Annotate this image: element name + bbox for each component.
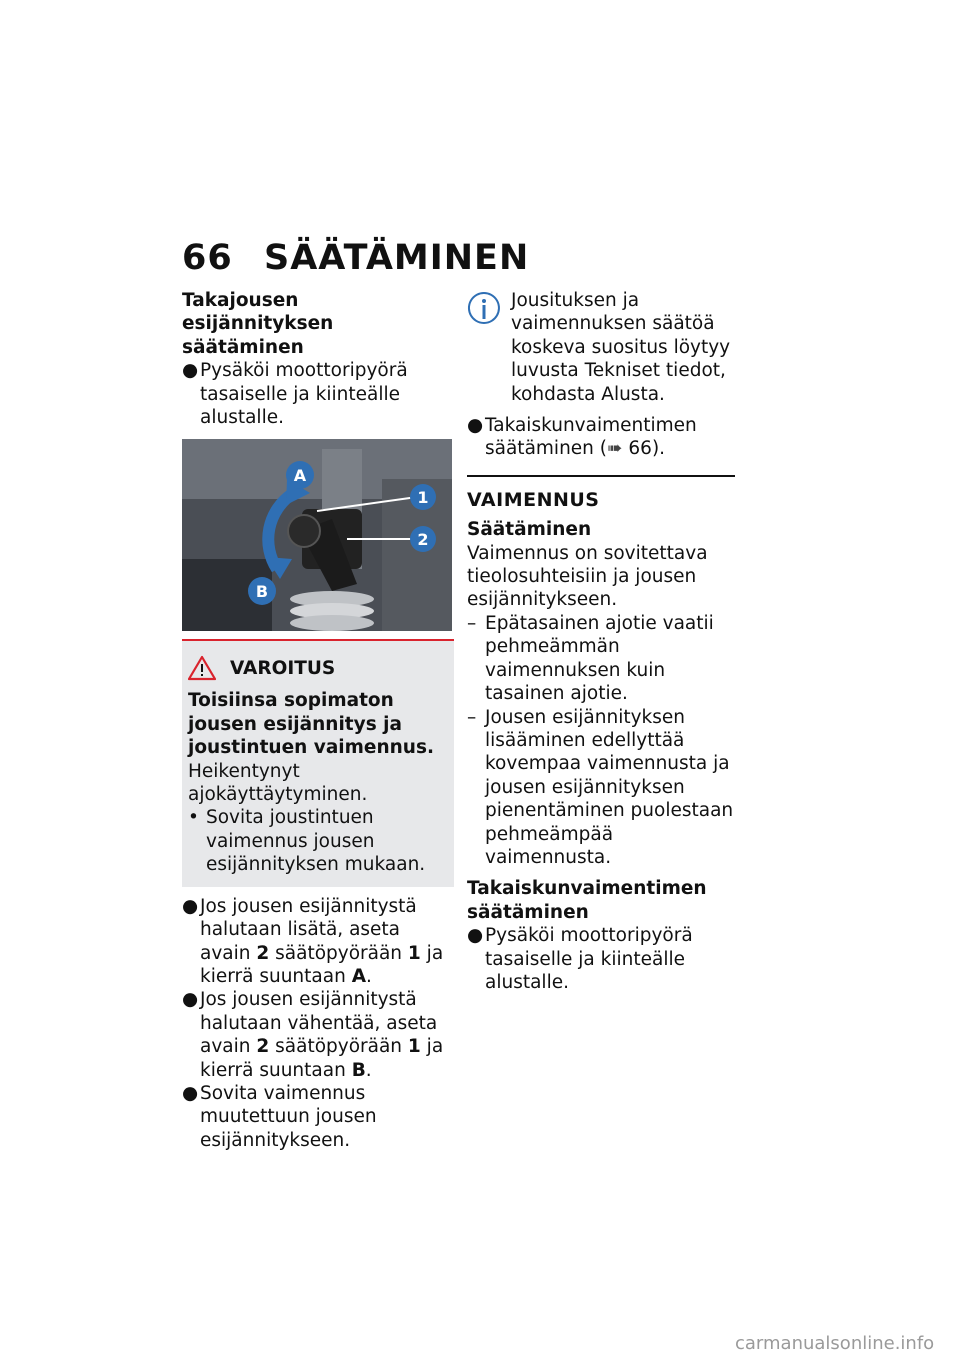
bullet-dot: • <box>188 807 199 829</box>
step-increase-preload: ● Jos jousen esijännitystä halutaan lisätä, aseta avain 2 säätöpyörään 1 ja kierrä suuntaan A. <box>182 895 444 987</box>
section-title-damping: VAIMENNUS <box>467 488 600 511</box>
info-text: Jousituksen ja vaimennuksen säätöä koskeva suositus löytyy luvusta Tekniset tiedot, kohdasta Alusta. <box>511 290 731 405</box>
warning-box <box>182 639 454 886</box>
section-heading-spring-preload: Takajousen esijännityksen säätäminen <box>182 290 334 358</box>
warning-triangle-icon <box>188 655 216 681</box>
dash-item-uneven-road: – Epätasainen ajotie vaatii pehmeämmän vaimennuksen kuin tasainen ajotie. <box>467 612 714 705</box>
shock-absorber-figure <box>182 439 452 631</box>
bullet-park-2: ● Pysäköi moottoripyörä tasaiselle ja kiinteälle alustalle. <box>467 925 693 993</box>
shock-absorber-illustration <box>182 439 452 631</box>
chapter-title: SÄÄTÄMINEN <box>264 238 530 278</box>
bullet-dot: ● <box>467 415 484 437</box>
info-icon <box>467 291 501 329</box>
subheading-adjusting: Säätäminen <box>467 519 592 541</box>
bullet-rebound-ref: ● Takaiskunvaimentimen säätäminen (➠ 66). <box>467 415 697 460</box>
label-2: 2 <box>417 530 429 550</box>
bullet-dot: ● <box>182 360 199 382</box>
dash-marker: – <box>467 706 477 728</box>
label-1: 1 <box>417 488 429 508</box>
left-column <box>182 289 454 1152</box>
bullet-dot: ● <box>467 925 484 947</box>
bullet-dot: ● <box>182 1082 199 1104</box>
page-ref-link[interactable]: 66 <box>628 438 652 460</box>
dash-item-preload-damping: – Jousen esijännityksen lisääminen edellyttää kovempaa vaimennusta ja jousen esijännityksen pienentäminen puolestaan pehmeämpää vaimennusta. <box>467 706 734 868</box>
page-header <box>182 238 529 278</box>
right-column <box>467 289 739 994</box>
warning-header <box>188 655 444 681</box>
section-divider <box>467 475 735 477</box>
bullet-dot: ● <box>182 895 199 917</box>
step-decrease-preload: ● Jos jousen esijännitystä halutaan vähentää, aseta avain 2 säätöpyörään 1 ja kierrä suuntaan B. <box>182 989 444 1081</box>
step-adjust-damping: ● Sovita vaimennus muutettuun jousen esijännitykseen. <box>182 1082 377 1151</box>
label-b: B <box>255 582 269 602</box>
info-note <box>467 289 739 406</box>
page-ref-arrow-icon: ➠ <box>607 438 623 460</box>
subheading-rebound-damping: Takaiskunvaimentimen säätäminen <box>467 878 707 923</box>
label-a: A <box>293 466 307 486</box>
dash-marker: – <box>467 612 477 634</box>
watermark-footer: carmanualsonline.info <box>735 1333 935 1354</box>
warning-bold-text: Toisiinsa sopimaton jousen esijännitys ja joustintuen vaimennus. <box>188 690 435 759</box>
warning-title: VAROITUS <box>230 657 336 679</box>
bullet-park: ● Pysäköi moottoripyörä tasaiselle ja kiinteälle alustalle. <box>182 360 408 429</box>
warning-bullet: • Sovita joustintuen vaimennus jousen esijännityksen mukaan. <box>188 807 426 876</box>
warning-text: Heikentynyt ajokäyttäytyminen. <box>188 760 368 806</box>
damping-paragraph: Vaimennus on sovitettava tieolosuhteisiin ja jousen esijännitykseen. <box>467 542 708 611</box>
bullet-dot: ● <box>182 989 199 1011</box>
page-number: 66 <box>182 238 233 278</box>
